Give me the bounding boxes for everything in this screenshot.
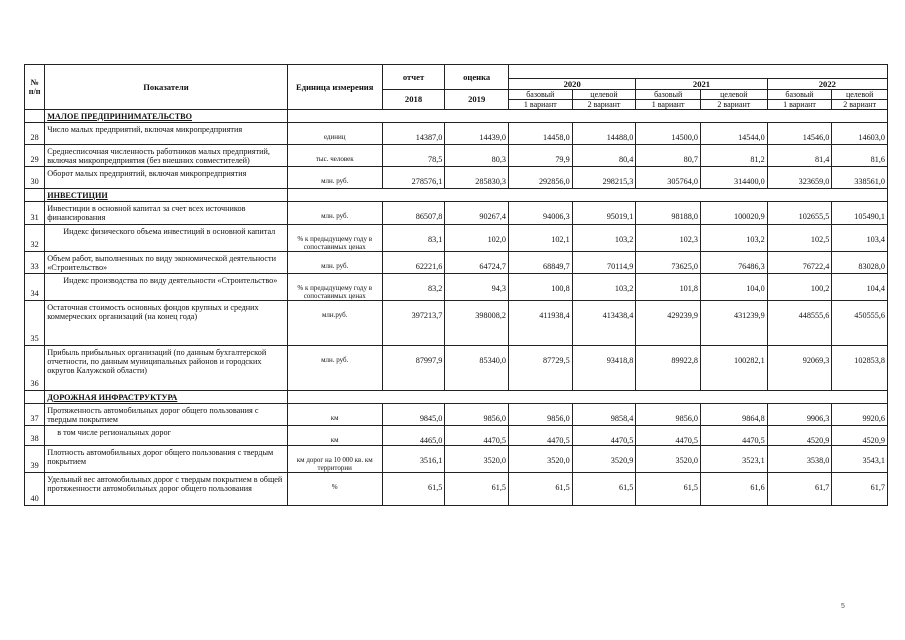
variant2-2021: 2 вариант (700, 100, 767, 110)
value-cell: 83028,0 (832, 252, 888, 274)
value-cell: 83,1 (382, 225, 445, 252)
section-spacer (287, 110, 887, 123)
section-row (25, 110, 888, 123)
value-cell: 305764,0 (636, 167, 701, 189)
value-cell: 100,2 (767, 274, 832, 301)
section-row (25, 189, 888, 202)
value-cell: 4470,5 (445, 426, 509, 446)
value-cell: 431239,9 (700, 301, 767, 346)
year-2021-header: 2021 (636, 79, 767, 90)
indicator-name: Остаточная стоимость основных фондов крупных и средних коммерческих организаций (на конец года) (45, 301, 288, 346)
value-cell: 3520,0 (636, 446, 701, 473)
value-cell: 14546,0 (767, 123, 832, 145)
value-cell: 87729,5 (509, 346, 573, 391)
value-cell: 94,3 (445, 274, 509, 301)
value-cell: 76722,4 (767, 252, 832, 274)
value-cell: 9845,0 (382, 404, 445, 426)
base-label-2021: базовый (636, 90, 701, 100)
value-cell: 448555,6 (767, 301, 832, 346)
value-cell: 14603,0 (832, 123, 888, 145)
unit-cell: тыс. человек (287, 145, 382, 167)
table-row (25, 301, 888, 346)
unit-cell: км дорог на 10 000 кв. км территории (287, 446, 382, 473)
value-cell: 3520,9 (572, 446, 636, 473)
value-cell: 78,5 (382, 145, 445, 167)
value-cell: 61,5 (382, 473, 445, 506)
unit-cell: млн. руб. (287, 346, 382, 391)
unit-cell: млн. руб. (287, 167, 382, 189)
value-cell: 4465,0 (382, 426, 445, 446)
value-cell: 14500,0 (636, 123, 701, 145)
row-number: 28 (25, 123, 45, 145)
value-cell: 62221,6 (382, 252, 445, 274)
indicator-name: Инвестиции в основной капитал за счет всех источников финансирования (45, 202, 288, 225)
value-cell: 4470,5 (636, 426, 701, 446)
value-cell: 3538,0 (767, 446, 832, 473)
value-cell: 70114,9 (572, 252, 636, 274)
value-cell: 93418,8 (572, 346, 636, 391)
value-cell: 3520,0 (445, 446, 509, 473)
table-row (25, 123, 888, 145)
value-cell: 61,5 (445, 473, 509, 506)
value-cell: 3523,1 (700, 446, 767, 473)
value-cell: 9920,6 (832, 404, 888, 426)
row-number: 30 (25, 167, 45, 189)
forecast-header-spacer (509, 65, 888, 79)
unit-cell: млн.руб. (287, 301, 382, 346)
col-estimate-year: 2019 (445, 90, 509, 110)
variant2-2020: 2 вариант (572, 100, 636, 110)
table-row (25, 446, 888, 473)
value-cell: 102655,5 (767, 202, 832, 225)
variant1-2022: 1 вариант (767, 100, 832, 110)
base-label-2020: базовый (509, 90, 573, 100)
indicators-table (24, 64, 888, 506)
row-number: 34 (25, 274, 45, 301)
unit-cell: % к предыдущему году в сопоставимых ценах (287, 225, 382, 252)
col-num-header: № п/п (25, 65, 45, 110)
table-row (25, 404, 888, 426)
indicator-name: Прибыль прибыльных организаций (по данным бухгалтерской отчетности, по данным муниципальных районов и городских округов Калужской области) (45, 346, 288, 391)
col-report-label: отчет (382, 65, 445, 90)
row-number: 40 (25, 473, 45, 506)
value-cell: 81,2 (700, 145, 767, 167)
year-2022-header: 2022 (767, 79, 887, 90)
target-label-2020: целевой (572, 90, 636, 100)
target-label-2021: целевой (700, 90, 767, 100)
value-cell: 101,8 (636, 274, 701, 301)
section-spacer (287, 189, 887, 202)
row-number: 29 (25, 145, 45, 167)
value-cell: 102,0 (445, 225, 509, 252)
value-cell: 89922,8 (636, 346, 701, 391)
unit-cell: км (287, 426, 382, 446)
value-cell: 397213,7 (382, 301, 445, 346)
indicator-name: Протяженность автомобильных дорог общего пользования с твердым покрытием (45, 404, 288, 426)
value-cell: 81,6 (832, 145, 888, 167)
value-cell: 61,5 (509, 473, 573, 506)
table-row (25, 225, 888, 252)
section-spacer (287, 391, 887, 404)
unit-cell: млн. руб. (287, 252, 382, 274)
table-row (25, 202, 888, 225)
row-number: 37 (25, 404, 45, 426)
row-number: 39 (25, 446, 45, 473)
value-cell: 14488,0 (572, 123, 636, 145)
value-cell: 102,5 (767, 225, 832, 252)
table-row (25, 274, 888, 301)
row-number: 38 (25, 426, 45, 446)
value-cell: 450555,6 (832, 301, 888, 346)
value-cell: 61,6 (700, 473, 767, 506)
value-cell: 98188,0 (636, 202, 701, 225)
value-cell: 103,2 (572, 225, 636, 252)
indicator-name: Индекс производства по виду деятельности «Строительство» (45, 274, 288, 301)
row-number: 35 (25, 301, 45, 346)
value-cell: 3520,0 (509, 446, 573, 473)
value-cell: 95019,1 (572, 202, 636, 225)
value-cell: 102,1 (509, 225, 573, 252)
indicator-name: Среднесписочная численность работников малых предприятий, включая микропредприятия (без внешних совместителей) (45, 145, 288, 167)
table-row (25, 473, 888, 506)
table-row (25, 346, 888, 391)
value-cell: 87997,9 (382, 346, 445, 391)
indicator-name: Удельный вес автомобильных дорог с твердым покрытием в общей протяженности автомобильных дорог общего пользования (45, 473, 288, 506)
col-estimate-label: оценка (445, 65, 509, 90)
value-cell: 338561,0 (832, 167, 888, 189)
value-cell: 323659,0 (767, 167, 832, 189)
value-cell: 61,5 (636, 473, 701, 506)
value-cell: 104,0 (700, 274, 767, 301)
value-cell: 81,4 (767, 145, 832, 167)
value-cell: 292856,0 (509, 167, 573, 189)
base-label-2022: базовый (767, 90, 832, 100)
col-indicator-header: Показатели (45, 65, 288, 110)
value-cell: 413438,4 (572, 301, 636, 346)
value-cell: 64724,7 (445, 252, 509, 274)
value-cell: 429239,9 (636, 301, 701, 346)
value-cell: 100,8 (509, 274, 573, 301)
value-cell: 398008,2 (445, 301, 509, 346)
value-cell: 9864,8 (700, 404, 767, 426)
value-cell: 14439,0 (445, 123, 509, 145)
value-cell: 314400,0 (700, 167, 767, 189)
variant2-2022: 2 вариант (832, 100, 888, 110)
value-cell: 102853,8 (832, 346, 888, 391)
indicator-name: Плотность автомобильных дорог общего пользования с твердым покрытием (45, 446, 288, 473)
indicator-name: в том числе региональных дорог (45, 426, 288, 446)
value-cell: 94006,3 (509, 202, 573, 225)
value-cell: 80,7 (636, 145, 701, 167)
section-row (25, 391, 888, 404)
value-cell: 100020,9 (700, 202, 767, 225)
table-row (25, 145, 888, 167)
value-cell: 14458,0 (509, 123, 573, 145)
value-cell: 90267,4 (445, 202, 509, 225)
value-cell: 9858,4 (572, 404, 636, 426)
value-cell: 68849,7 (509, 252, 573, 274)
value-cell: 278576,1 (382, 167, 445, 189)
target-label-2022: целевой (832, 90, 888, 100)
value-cell: 411938,4 (509, 301, 573, 346)
value-cell: 86507,8 (382, 202, 445, 225)
section-num-cell (25, 110, 45, 123)
unit-cell: % (287, 473, 382, 506)
indicator-name: Число малых предприятий, включая микропредприятия (45, 123, 288, 145)
variant1-2020: 1 вариант (509, 100, 573, 110)
value-cell: 61,5 (572, 473, 636, 506)
value-cell: 3543,1 (832, 446, 888, 473)
value-cell: 102,3 (636, 225, 701, 252)
value-cell: 103,4 (832, 225, 888, 252)
value-cell: 105490,1 (832, 202, 888, 225)
value-cell: 61,7 (832, 473, 888, 506)
section-title: ИНВЕСТИЦИИ (45, 189, 288, 202)
value-cell: 285830,3 (445, 167, 509, 189)
year-2020-header: 2020 (509, 79, 636, 90)
col-unit-header: Единица измерения (287, 65, 382, 110)
value-cell: 14544,0 (700, 123, 767, 145)
value-cell: 79,9 (509, 145, 573, 167)
section-title: ДОРОЖНАЯ ИНФРАСТРУКТУРА (45, 391, 288, 404)
value-cell: 9856,0 (445, 404, 509, 426)
value-cell: 14387,0 (382, 123, 445, 145)
section-num-cell (25, 189, 45, 202)
table-body (25, 110, 888, 506)
value-cell: 80,4 (572, 145, 636, 167)
value-cell: 298215,3 (572, 167, 636, 189)
table-row (25, 252, 888, 274)
variant1-2021: 1 вариант (636, 100, 701, 110)
value-cell: 85340,0 (445, 346, 509, 391)
value-cell: 9856,0 (509, 404, 573, 426)
unit-cell: единиц (287, 123, 382, 145)
table-row (25, 426, 888, 446)
value-cell: 73625,0 (636, 252, 701, 274)
row-number: 31 (25, 202, 45, 225)
page-number: 5 (841, 603, 845, 610)
value-cell: 9856,0 (636, 404, 701, 426)
value-cell: 61,7 (767, 473, 832, 506)
value-cell: 4470,5 (572, 426, 636, 446)
value-cell: 103,2 (572, 274, 636, 301)
value-cell: 4470,5 (509, 426, 573, 446)
col-report-year: 2018 (382, 90, 445, 110)
unit-cell: млн. руб. (287, 202, 382, 225)
value-cell: 4520,9 (832, 426, 888, 446)
section-title: МАЛОЕ ПРЕДПРИНИМАТЕЛЬСТВО (45, 110, 288, 123)
value-cell: 103,2 (700, 225, 767, 252)
table-row (25, 167, 888, 189)
value-cell: 100282,1 (700, 346, 767, 391)
value-cell: 92069,3 (767, 346, 832, 391)
indicator-name: Объем работ, выполненных по виду экономической деятельности «Строительство» (45, 252, 288, 274)
section-num-cell (25, 391, 45, 404)
indicator-name: Оборот малых предприятий, включая микропредприятия (45, 167, 288, 189)
unit-cell: % к предыдущему году в сопоставимых ценах (287, 274, 382, 301)
value-cell: 9906,3 (767, 404, 832, 426)
value-cell: 83,2 (382, 274, 445, 301)
value-cell: 4470,5 (700, 426, 767, 446)
indicator-name: Индекс физического объема инвестиций в основной капитал (45, 225, 288, 252)
row-number: 36 (25, 346, 45, 391)
value-cell: 4520,9 (767, 426, 832, 446)
value-cell: 80,3 (445, 145, 509, 167)
unit-cell: км (287, 404, 382, 426)
row-number: 33 (25, 252, 45, 274)
row-number: 32 (25, 225, 45, 252)
value-cell: 76486,3 (700, 252, 767, 274)
value-cell: 3516,1 (382, 446, 445, 473)
value-cell: 104,4 (832, 274, 888, 301)
